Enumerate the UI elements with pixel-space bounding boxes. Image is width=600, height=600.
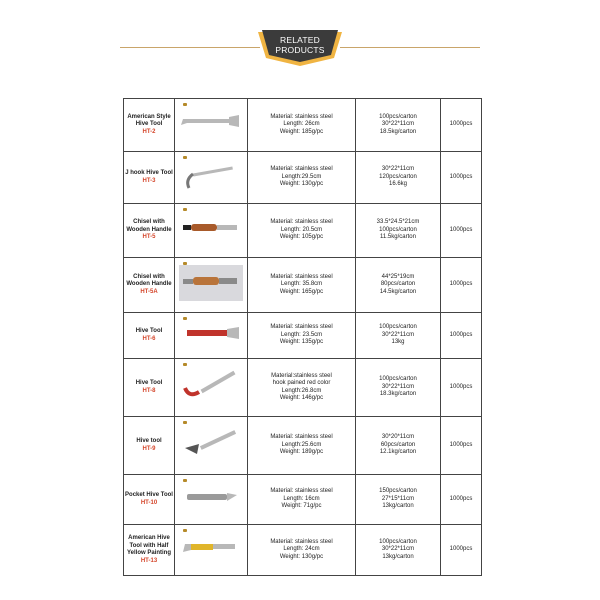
product-code: HT-5: [142, 234, 156, 241]
packing-line: 33.5*24.5*21cm: [376, 219, 420, 226]
product-name-cell: [124, 525, 175, 576]
product-image-cell: [175, 152, 248, 204]
product-image-cell: [175, 204, 248, 258]
spec-line: Length: 23.5cm: [280, 331, 323, 338]
packing-line: 100pcs/carton: [379, 376, 417, 383]
related-products-banner: [258, 28, 342, 66]
product-name: Hive Tool: [135, 380, 163, 386]
spec-line: Material: stainless steel: [270, 434, 333, 441]
product-name-cell: [124, 417, 175, 475]
product-image-cell: [175, 258, 248, 313]
product-code: HT-3: [142, 177, 156, 184]
product-name: Hive tool: [136, 438, 162, 444]
spec-line: Material:stainless steel: [271, 372, 332, 379]
product-image-cell: [175, 99, 248, 152]
yellow-hive-tool-icon: [175, 530, 247, 570]
red-hive-tool-icon: [175, 316, 247, 356]
small-flag-icon: [183, 363, 187, 366]
spec-cell: [248, 417, 356, 475]
spec-line: Length:29.5cm: [281, 173, 322, 180]
packing-line: 100pcs/carton: [379, 324, 417, 331]
spec-line: Length: 35.8cm: [280, 281, 323, 288]
spec-line: Length: 20.5cm: [280, 226, 323, 233]
spec-line: Material: stainless steel: [270, 488, 333, 495]
packing-line: 80pcs/carton: [380, 281, 416, 288]
product-name-cell: [124, 359, 175, 417]
spec-line: Length: 26cm: [283, 121, 320, 128]
product-name: American Style Hive Tool: [127, 113, 171, 128]
moq-cell: 1000pcs: [441, 475, 482, 525]
spec-line: Weight: 189g/pc: [279, 449, 324, 456]
packing-line: 120pcs/carton: [379, 173, 417, 180]
product-row: [124, 525, 482, 576]
spec-cell: [248, 525, 356, 576]
spec-cell: [248, 475, 356, 525]
header-rule-right: [340, 47, 480, 48]
spec-line: Weight: 105g/pc: [279, 234, 324, 241]
packing-line: 30*22*11cm: [381, 331, 415, 338]
product-code: HT-2: [142, 128, 156, 135]
small-flag-icon: [183, 421, 187, 424]
spec-line: Length:26.8cm: [281, 387, 322, 394]
spec-line: Length: 24cm: [283, 546, 320, 553]
packing-line: 14.5kg/carton: [379, 288, 417, 295]
spec-line: hook pained red color: [272, 380, 331, 386]
packing-cell: [356, 204, 441, 258]
product-name-cell: [124, 258, 175, 313]
packing-line: 150pcs/carton: [379, 488, 417, 495]
product-image-cell: [175, 417, 248, 475]
product-code: HT-13: [140, 557, 158, 564]
spec-line: Weight: 71g/pc: [281, 503, 322, 510]
spec-line: Weight: 146g/pc: [279, 395, 324, 401]
product-row: [124, 313, 482, 359]
spec-line: Material: stainless steel: [270, 538, 333, 545]
product-name-cell: [124, 99, 175, 152]
spec-line: Length: 16cm: [283, 495, 320, 502]
spec-line: Weight: 185g/pc: [279, 128, 324, 135]
packing-line: 30*22*11cm: [381, 166, 415, 173]
product-row: [124, 258, 482, 313]
packing-cell: [356, 313, 441, 359]
j-hook-hive-tool-icon: [175, 158, 247, 198]
moq-cell: 1000pcs: [441, 152, 482, 204]
product-name-cell: [124, 204, 175, 258]
packing-line: 60pcs/carton: [380, 441, 416, 448]
spec-line: Material: stainless steel: [270, 219, 333, 226]
spec-cell: [248, 258, 356, 313]
product-code: HT-8: [142, 387, 156, 394]
product-image-cell: [175, 525, 248, 576]
straight-hive-tool-icon: [175, 105, 247, 145]
product-name: J hook Hive Tool: [125, 170, 173, 176]
product-code: HT-10: [140, 499, 158, 506]
moq-cell: 1000pcs: [441, 313, 482, 359]
product-code: HT-5A: [140, 288, 158, 295]
packing-line: 16.6kg: [388, 181, 407, 188]
spec-line: Material: stainless steel: [270, 324, 333, 331]
packing-line: 13kg: [391, 339, 405, 346]
spec-line: Material: stainless steel: [270, 113, 333, 120]
product-row: [124, 99, 482, 152]
packing-cell: [356, 152, 441, 204]
packing-line: 44*25*19cm: [381, 273, 415, 280]
packing-line: 27*15*11cm: [381, 495, 415, 502]
product-code: HT-9: [142, 445, 156, 452]
spec-cell: [248, 313, 356, 359]
packing-line: 11.5kg/carton: [380, 234, 416, 241]
angled-hive-tool-icon: [175, 426, 247, 466]
product-row: [124, 152, 482, 204]
packing-line: 13kg/carton: [382, 503, 414, 510]
product-name: Chisel with Wooden Handle: [126, 219, 172, 233]
packing-line: 30*22*11cm: [381, 383, 415, 390]
small-flag-icon: [183, 103, 187, 106]
spec-line: Weight: 135g/pc: [279, 339, 324, 346]
packing-cell: [356, 417, 441, 475]
chisel-wooden-handle-icon: [175, 211, 247, 251]
packing-line: 30*22*11cm: [381, 121, 415, 128]
spec-line: Weight: 130g/pc: [279, 181, 324, 188]
small-flag-icon: [183, 208, 187, 211]
product-code: HT-6: [142, 335, 156, 342]
product-row: [124, 417, 482, 475]
spec-line: Material: stainless steel: [270, 273, 333, 280]
packing-cell: [356, 258, 441, 313]
packing-line: 12.1kg/carton: [379, 449, 417, 456]
spec-cell: [248, 99, 356, 152]
packing-line: 30*22*11cm: [381, 546, 415, 553]
small-flag-icon: [183, 262, 187, 265]
product-name-cell: [124, 313, 175, 359]
packing-cell: [356, 99, 441, 152]
packing-cell: [356, 525, 441, 576]
product-name: Chisel with Wooden Handle: [126, 273, 172, 288]
packing-cell: [356, 359, 441, 417]
spec-cell: [248, 152, 356, 204]
spec-cell: [248, 359, 356, 417]
product-name: American Hive Tool with Half Yellow Painting: [126, 535, 171, 556]
packing-cell: [356, 475, 441, 525]
packing-line: 100pcs/carton: [379, 226, 417, 233]
moq-cell: 1000pcs: [441, 359, 482, 417]
packing-line: 18.3kg/carton: [379, 391, 417, 398]
related-products-header: [0, 28, 600, 68]
header-rule-left: [120, 47, 260, 48]
product-name: Pocket Hive Tool: [125, 492, 173, 498]
product-name: Hive Tool: [135, 328, 163, 334]
packing-line: 30*20*11cm: [381, 434, 415, 441]
product-row: [124, 204, 482, 258]
packing-line: 18.5kg/carton: [379, 128, 417, 135]
product-image-cell: [175, 313, 248, 359]
moq-cell: 1000pcs: [441, 258, 482, 313]
moq-cell: 1000pcs: [441, 417, 482, 475]
spec-line: Material: stainless steel: [270, 166, 333, 173]
product-image-cell: [175, 359, 248, 417]
product-table: [123, 98, 482, 576]
pocket-hive-tool-icon: [175, 480, 247, 520]
small-flag-icon: [183, 156, 187, 159]
moq-cell: 1000pcs: [441, 204, 482, 258]
red-hook-hive-tool-icon: [175, 368, 247, 408]
product-image-cell: [175, 475, 248, 525]
product-row: [124, 359, 482, 417]
spec-cell: [248, 204, 356, 258]
chisel-wooden-handle-hook-icon: [175, 265, 247, 305]
moq-cell: 1000pcs: [441, 525, 482, 576]
packing-line: 13kg/carton: [382, 553, 414, 560]
banner-line-1: RELATED: [280, 35, 320, 45]
spec-line: Length:25.6cm: [281, 441, 322, 448]
small-flag-icon: [183, 317, 187, 320]
packing-line: 100pcs/carton: [379, 113, 417, 120]
product-name-cell: [124, 152, 175, 204]
product-name-cell: [124, 475, 175, 525]
product-row: [124, 475, 482, 525]
spec-line: Weight: 130g/pc: [279, 553, 324, 560]
moq-cell: 1000pcs: [441, 99, 482, 152]
banner-line-2: PRODUCTS: [275, 45, 325, 55]
small-flag-icon: [183, 529, 187, 532]
spec-line: Weight: 165g/pc: [279, 288, 324, 295]
small-flag-icon: [183, 479, 187, 482]
packing-line: 100pcs/carton: [379, 538, 417, 545]
